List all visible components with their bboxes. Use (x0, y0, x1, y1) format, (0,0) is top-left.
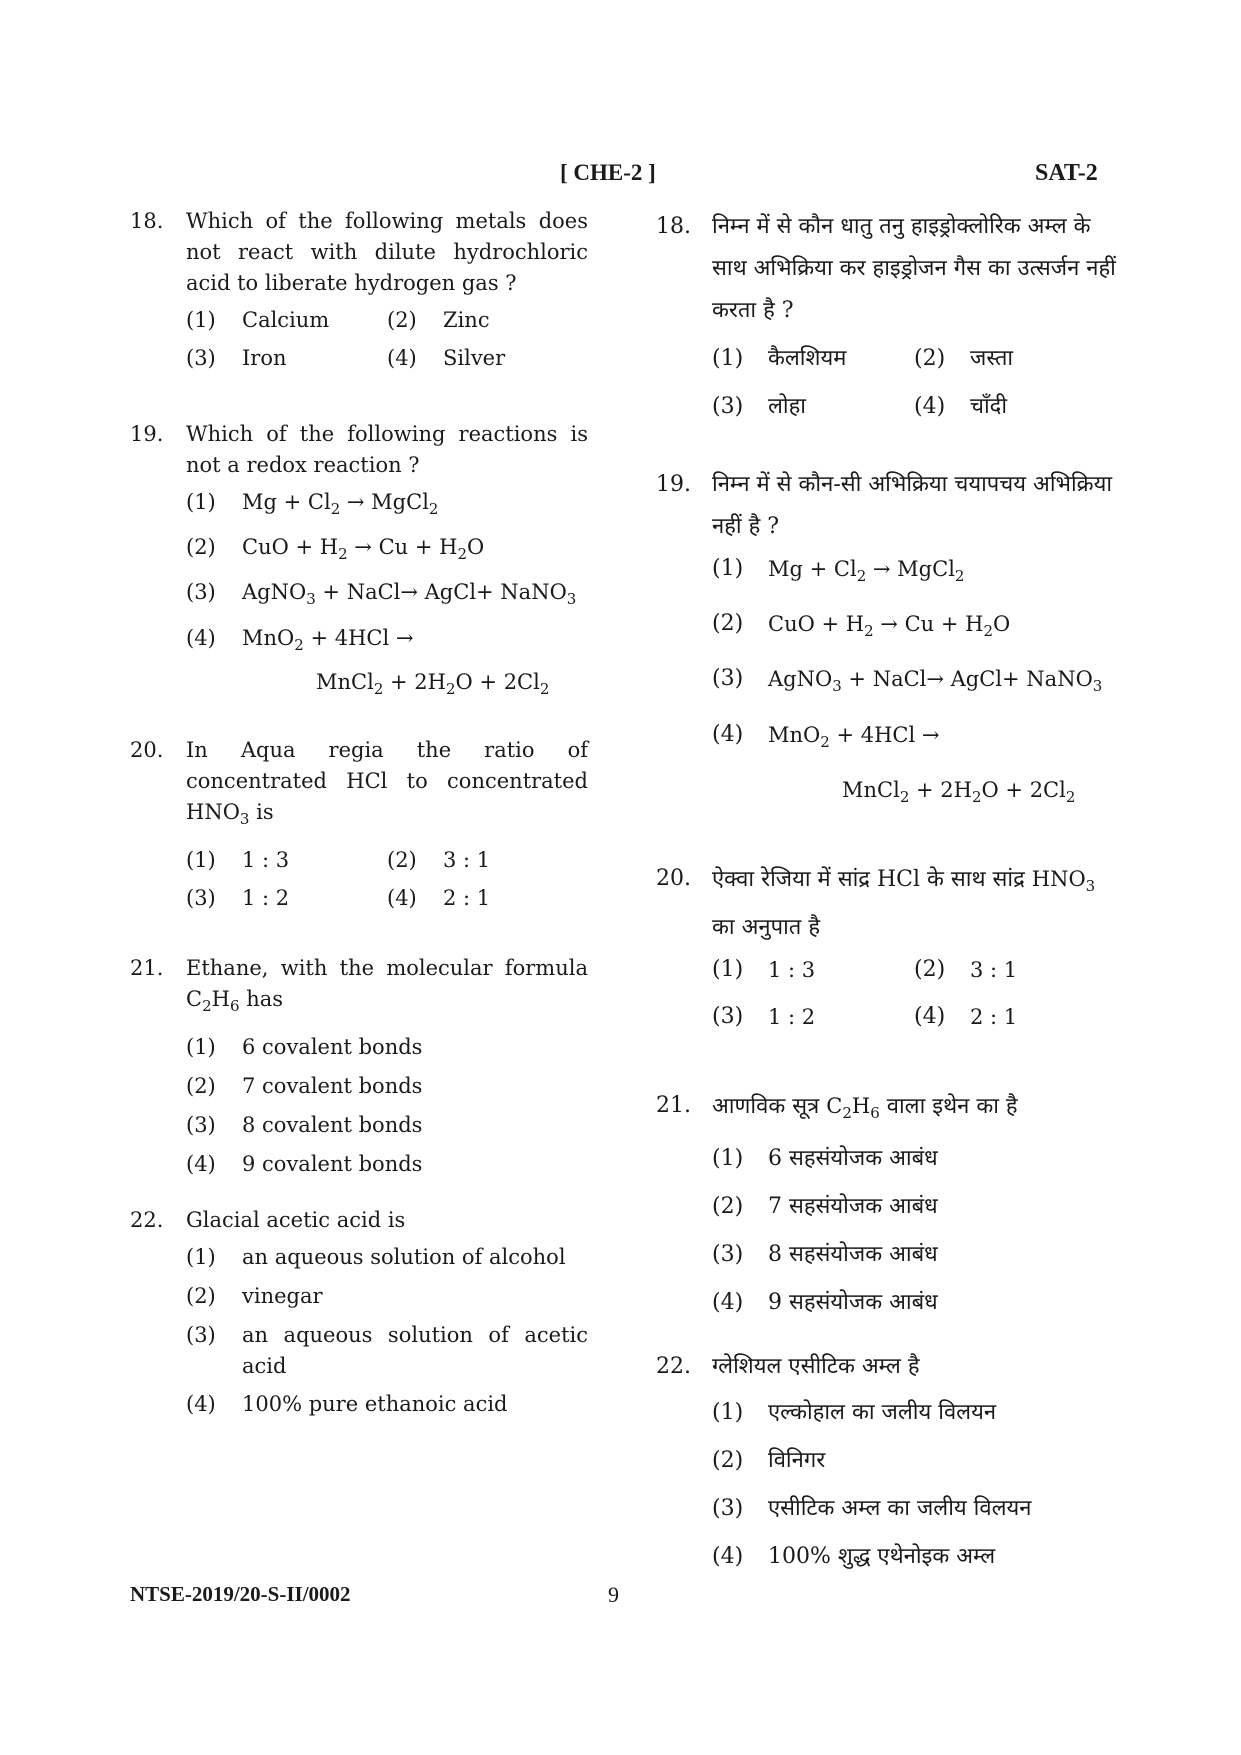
question-text-part: In Aqua regia the ratio of concentrated HCl to concentrated (186, 737, 588, 793)
option-text: एल्कोहाल का जलीय विलयन (768, 1400, 997, 1426)
question-text: ग्लेशियल एसीटिक अम्ल है (712, 1354, 920, 1380)
equation: AgNO$_3$ + NaCl→ AgCl+ NaNO$_3$ (768, 667, 1103, 696)
option-label: (2) (387, 308, 417, 332)
option-label: (2) (186, 535, 216, 560)
question-number: 22. (130, 1208, 164, 1233)
option-1 (712, 1138, 1116, 1180)
option-4 (186, 623, 588, 705)
option-label: (4) (914, 1004, 946, 1030)
option-label: (4) (914, 394, 946, 419)
formula-hno3: $HNO_3$ (1031, 866, 1096, 896)
question-text: निम्न में से कौन धातु तनु हाइड्रोक्लोरिक अम्ल के साथ अभिक्रिया कर हाइड्रोजन गैस का उत्सर्जन नहीं करता है ? (712, 214, 1116, 323)
option-3 (712, 658, 1116, 707)
option-text: Iron (242, 346, 287, 370)
formula-c2h6: $C_2H_6$ (826, 1094, 880, 1123)
option-text: एसीटिक अम्ल का जलीय विलयन (768, 1496, 1032, 1522)
option-label: (1) (186, 848, 216, 873)
option-1 (186, 1032, 588, 1064)
options (186, 1032, 588, 1181)
question-text-part: Ethane, with the molecular formula (186, 956, 588, 981)
option-label: (4) (387, 886, 417, 911)
option-2 (712, 1440, 1116, 1482)
question-19-en (130, 419, 588, 705)
equation: MnO$_2$ + 4HCl → (768, 722, 940, 751)
option-1 (186, 487, 588, 525)
option-label: (3) (186, 346, 216, 370)
option-label: (2) (186, 1074, 216, 1099)
option-2 (914, 338, 1116, 380)
equation: CuO + $H_2 \to Cu + H_2O$ (242, 535, 485, 564)
equation: CuO + $H_2 \to Cu + H_2O$ (768, 612, 1011, 641)
option-3 (186, 1320, 588, 1382)
option-text: 8 covalent bonds (242, 1113, 423, 1138)
question-number: 22. (656, 1354, 691, 1380)
question-22-en (130, 1205, 588, 1421)
option-3 (712, 996, 914, 1039)
question-text (186, 735, 588, 835)
equation: MnO$_2$ + 4HCl → (242, 625, 414, 654)
option-text: 6 सहसंयोजक आबंध (768, 1146, 938, 1172)
option-label: (3) (712, 1004, 744, 1030)
option-text: 100% pure ethanoic acid (242, 1392, 508, 1417)
option-text: 1 : 3 (768, 958, 816, 983)
question-number: 21. (130, 956, 164, 981)
question-text (712, 858, 1116, 949)
option-text: 2 : 1 (970, 1005, 1018, 1030)
option-label: (1) (712, 556, 744, 581)
option-label: (3) (712, 666, 744, 692)
page-number: 9 (608, 1582, 619, 1607)
question-18-hi (656, 206, 1116, 434)
question-20-en (130, 735, 588, 921)
option-label: (2) (186, 1284, 216, 1309)
question-number: 18. (130, 209, 164, 233)
option-3 (712, 1488, 1116, 1530)
option-label: (3) (712, 1496, 744, 1522)
equation: $Mg + Cl_2$ → MgCl$_2$ (768, 557, 965, 586)
question-text-part: has (246, 987, 284, 1012)
question-20-hi (656, 858, 1116, 1045)
option-4 (387, 343, 588, 375)
option-text: 8 सहसंयोजक आबंध (768, 1242, 938, 1268)
option-label: (1) (712, 346, 744, 371)
option-3 (186, 883, 387, 915)
option-text: जस्ता (970, 346, 1014, 371)
question-21-hi (656, 1085, 1116, 1324)
option-4 (186, 1389, 588, 1421)
question-21-en (130, 953, 588, 1181)
option-1 (712, 949, 914, 992)
question-text: Glacial acetic acid is (186, 1208, 406, 1233)
option-4 (712, 714, 1116, 818)
options (186, 305, 588, 381)
question-number: 20. (130, 737, 164, 762)
options (712, 1392, 1116, 1578)
option-label: (1) (712, 1400, 744, 1426)
footer-paper-code: NTSE-2019/20-S-II/0002 (130, 1582, 351, 1606)
option-text: 1 : 2 (768, 1005, 816, 1030)
option-label: (3) (186, 1323, 216, 1348)
question-22-hi (656, 1346, 1116, 1578)
question-number: 19. (656, 472, 691, 497)
option-label: (3) (186, 1113, 216, 1138)
option-label: (2) (914, 957, 946, 983)
formula-hno3: $HNO_3$ (186, 799, 250, 829)
option-1 (186, 845, 387, 877)
test-name-header: SAT-2 (1035, 160, 1098, 186)
option-4 (712, 1282, 1116, 1324)
option-text: 1 : 3 (242, 848, 290, 873)
option-label: (4) (186, 1152, 216, 1177)
option-text: 7 सहसंयोजक आबंध (768, 1194, 938, 1220)
option-2 (387, 845, 588, 877)
option-2 (186, 1071, 588, 1103)
options (712, 1138, 1116, 1324)
option-2 (914, 949, 1116, 992)
option-text: 1 : 2 (242, 886, 290, 911)
english-column (130, 206, 588, 1428)
option-text: an aqueous solution of alcohol (242, 1245, 566, 1270)
option-text: Calcium (242, 308, 330, 332)
question-number: 21. (656, 1093, 691, 1119)
option-label: (4) (712, 1290, 744, 1316)
equation: AgNO$_3$ + NaCl→ AgCl+ NaNO$_3$ (242, 580, 577, 609)
question-text-part: वाला इथेन का है (886, 1094, 1018, 1120)
option-4 (914, 386, 1116, 428)
question-text-part: आणविक सूत्र (712, 1094, 820, 1120)
option-label: (4) (186, 625, 216, 650)
option-3 (712, 1234, 1116, 1276)
option-4 (914, 996, 1116, 1039)
question-text-part: is (256, 799, 274, 824)
option-label: (4) (712, 721, 744, 747)
hindi-column (656, 206, 1116, 1584)
option-text: 7 covalent bonds (242, 1074, 423, 1099)
option-label: (3) (186, 886, 216, 911)
option-text: चाँदी (970, 394, 1008, 419)
option-label: (2) (387, 848, 417, 873)
option-label: (2) (712, 1448, 744, 1474)
options (186, 845, 588, 921)
option-label: (1) (712, 957, 744, 983)
option-2 (387, 305, 588, 337)
option-2 (186, 532, 588, 570)
option-3 (186, 343, 387, 375)
options (186, 1242, 588, 1421)
option-2 (186, 1281, 588, 1313)
option-3 (186, 577, 588, 615)
option-label: (2) (914, 346, 946, 371)
options (186, 487, 588, 705)
option-1 (186, 1242, 588, 1274)
equation-continued: MnCl$_2$ + $2H_2O + 2Cl_2$ (316, 669, 550, 698)
question-text: Which of the following reactions is not a redox reaction ? (186, 422, 588, 477)
option-4 (186, 1149, 588, 1181)
option-4 (387, 883, 588, 915)
question-18-en (130, 206, 588, 381)
option-text: 9 covalent bonds (242, 1152, 423, 1177)
question-19-hi (656, 464, 1116, 818)
options (712, 548, 1116, 818)
equation: $Mg + Cl_2$ → MgCl$_2$ (242, 490, 439, 519)
option-text: लोहा (768, 394, 806, 419)
option-label: (3) (186, 580, 216, 605)
option-2 (712, 603, 1116, 652)
option-1 (712, 1392, 1116, 1434)
option-label: (4) (387, 346, 417, 370)
option-label: (2) (712, 611, 744, 637)
options (712, 949, 1116, 1045)
option-label: (1) (186, 1245, 216, 1270)
option-1 (186, 305, 387, 337)
option-label: (1) (186, 1035, 216, 1060)
option-label: (2) (712, 1194, 744, 1220)
option-text: 3 : 1 (443, 848, 491, 873)
option-label: (1) (186, 308, 216, 332)
options (712, 338, 1116, 434)
option-text: कैलशियम (768, 346, 847, 371)
option-text: 2 : 1 (443, 886, 491, 911)
option-label: (4) (712, 1544, 744, 1570)
option-2 (712, 1186, 1116, 1228)
equation-continued: MnCl$_2$ + $2H_2O + 2Cl_2$ (842, 777, 1076, 806)
option-label: (1) (712, 1146, 744, 1172)
option-text: vinegar (242, 1284, 323, 1309)
question-number: 20. (656, 865, 691, 891)
option-4 (712, 1536, 1116, 1578)
question-text-part: का अनुपात है (712, 915, 821, 941)
option-label: (3) (712, 394, 744, 419)
question-text (712, 1085, 1116, 1134)
question-text: निम्न में से कौन-सी अभिक्रिया चयापचय अभिक्रिया नहीं है ? (712, 472, 1113, 539)
option-3 (712, 386, 914, 428)
option-3 (186, 1110, 588, 1142)
option-text: an aqueous solution of acetic acid (242, 1323, 588, 1379)
option-text: 9 सहसंयोजक आबंध (768, 1290, 938, 1316)
option-text: विनिगर (768, 1448, 826, 1474)
option-text: Zinc (443, 308, 490, 332)
option-text: Silver (443, 346, 506, 370)
question-text-part: ऐक्वा रेजिया में सांद्र HCl के साथ सांद्र (712, 866, 1025, 892)
option-text: 100% शुद्ध एथेनोइक अम्ल (768, 1544, 996, 1570)
option-label: (1) (186, 490, 216, 514)
paper-code-header: [ CHE-2 ] (560, 160, 656, 185)
question-text (186, 953, 588, 1022)
option-label: (3) (712, 1242, 744, 1268)
option-text: 3 : 1 (970, 958, 1018, 983)
question-text: Which of the following metals does not react with dilute hydrochloric acid to liberate hydrogen gas ? (186, 209, 588, 295)
formula-c2h6: $C_2H_6$ (186, 987, 240, 1016)
question-number: 18. (656, 214, 691, 239)
option-1 (712, 338, 914, 380)
option-label: (4) (186, 1392, 216, 1417)
option-text: 6 covalent bonds (242, 1035, 423, 1060)
question-number: 19. (130, 422, 164, 446)
option-1 (712, 548, 1116, 597)
